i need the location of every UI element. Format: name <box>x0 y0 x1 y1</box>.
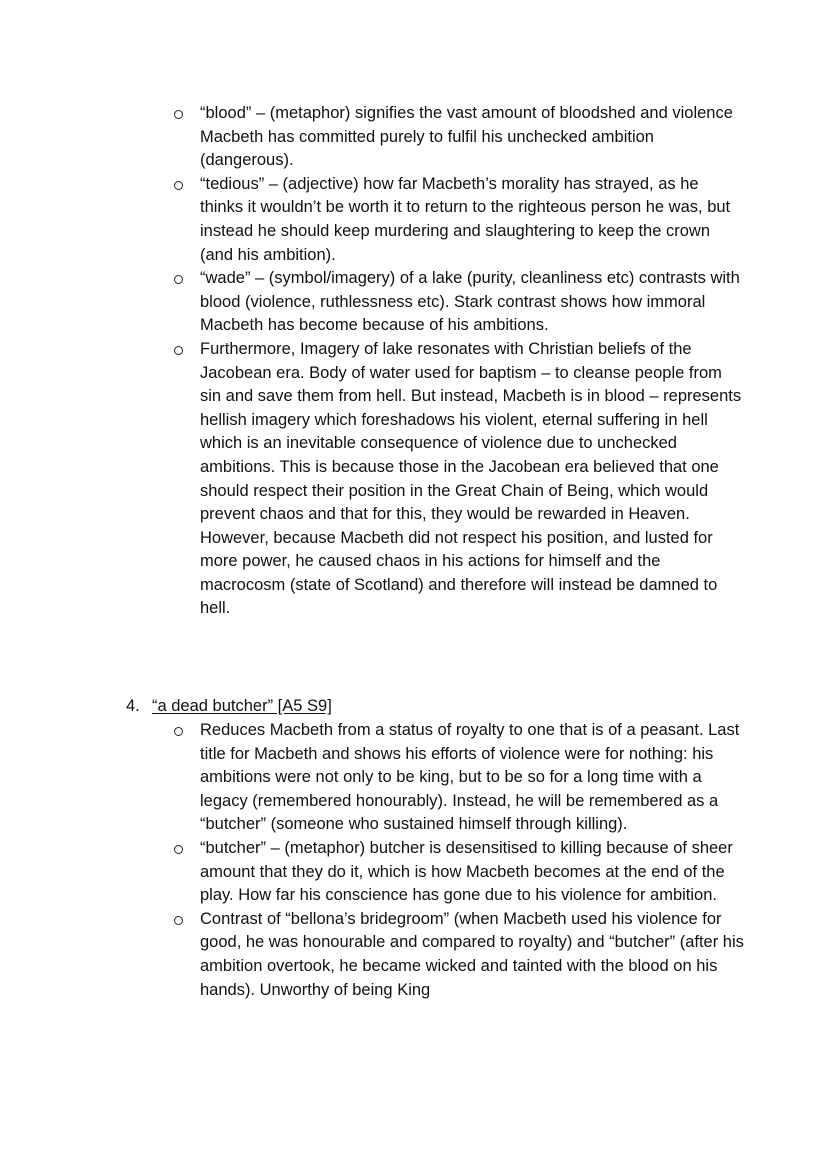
bullet-text: “tedious” – (adjective) how far Macbeth’s morality has strayed, as he thinks it wouldn’t be worth it to return to the righteous person he was, but instead he should keep murdering and slaughtering to keep the crown (and his ambition). <box>200 174 731 264</box>
list-item <box>174 102 744 173</box>
list-item <box>174 837 744 908</box>
list-item <box>174 908 744 1002</box>
hollow-circle-bullet-icon <box>174 275 183 284</box>
hollow-circle-bullet-icon <box>174 181 183 190</box>
quote-heading: “a dead butcher” [A5 S9] <box>152 697 332 715</box>
section-number: 4. <box>126 697 140 715</box>
list-item <box>174 338 744 621</box>
section-heading <box>126 695 726 719</box>
list-item <box>174 267 744 338</box>
hollow-circle-bullet-icon <box>174 727 183 736</box>
analysis-bullet-list <box>174 102 744 621</box>
list-item <box>174 719 744 837</box>
bullet-text: “blood” – (metaphor) signifies the vast amount of bloodshed and violence Macbeth has committed purely to fulfil his unchecked ambition (dangerous). <box>200 104 733 170</box>
hollow-circle-bullet-icon <box>174 916 183 925</box>
bullet-text: Reduces Macbeth from a status of royalty to one that is of a peasant. Last title for Macbeth and shows his efforts of violence were for nothing: his ambitions were not only to be king, but to be so for a long time with a legacy (remembered honourably). Instead, he will be remembered as a “butcher” (someone who sustained himself through killing). <box>200 721 740 834</box>
bullet-text: “wade” – (symbol/imagery) of a lake (purity, cleanliness etc) contrasts with blood (violence, ruthlessness etc). Stark contrast shows how immoral Macbeth has become because of his ambitions. <box>200 269 740 335</box>
bullet-text: Furthermore, Imagery of lake resonates with Christian beliefs of the Jacobean era. Body of water used for baptism – to cleanse people from sin and save them from hell. But instead, Macbeth is in blood – represents hellish imagery which foreshadows his violent, eternal suffering in hell which is an inevitable consequence of violence due to unchecked ambitions. This is because those in the Jacobean era believed that one should respect their position in the Great Chain of Being, which would prevent chaos and that for this, they would be rewarded in Heaven. However, because Macbeth did not respect his position, and lusted for more power, he caused chaos in his actions for himself and the macrocosm (state of Scotland) and therefore will instead be damned to hell. <box>200 339 742 618</box>
hollow-circle-bullet-icon <box>174 845 183 854</box>
hollow-circle-bullet-icon <box>174 346 183 355</box>
bullet-text: Contrast of “bellona’s bridegroom” (when Macbeth used his violence for good, he was honourable and compared to royalty) and “butcher” (after his ambition overtook, he became wicked and tainted with the blood on his hands). Unworthy of being King <box>200 909 744 999</box>
section4-bullet-list <box>174 719 744 1002</box>
hollow-circle-bullet-icon <box>174 110 183 119</box>
list-item <box>174 173 744 267</box>
bullet-text: “butcher” – (metaphor) butcher is desensitised to killing because of sheer amount that they do it, which is how Macbeth becomes at the end of the play. How far his conscience has gone due to his violence for ambition. <box>200 838 733 905</box>
